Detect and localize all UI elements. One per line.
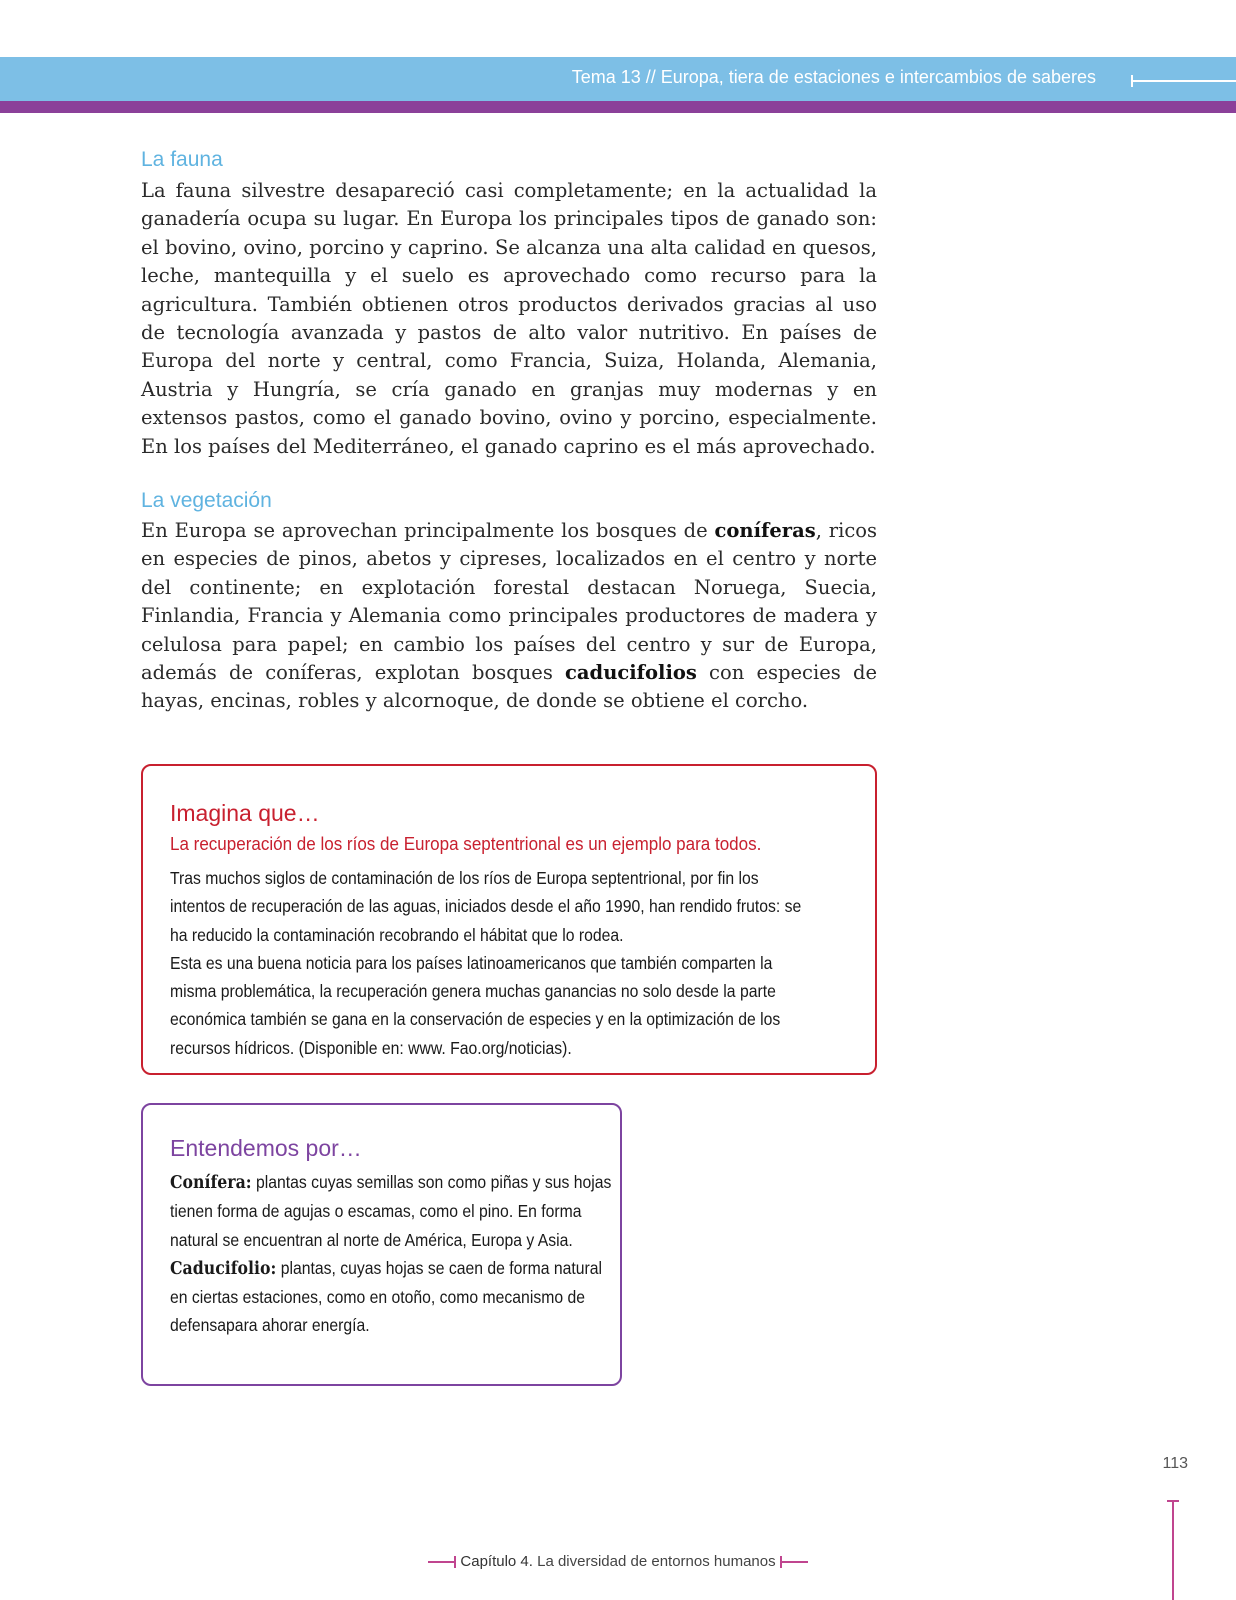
entendemos-text — [170, 1168, 620, 1340]
footer-title: La diversidad de entornos humanos — [532, 1553, 776, 1570]
imagina-paragraph-2: Esta es una buena noticia para los países latinoamericanos que también comparten la misma problemática, la recuperación genera muchas ganancias no solo desde la parte económica también se gana en la conservación de especies y en la optimización de los recursos hídricos. (Disponible en: www. Fao.org/noticias). — [170, 952, 781, 1058]
header-rule-tick — [1131, 75, 1133, 87]
imagina-title: Imagina que… — [170, 800, 320, 826]
term-caducifolios: caducifolios — [565, 661, 697, 685]
header-stripe — [0, 101, 1236, 113]
page-number: 113 — [1162, 1455, 1188, 1472]
definition-caducifolio — [170, 1254, 620, 1340]
term-caducifolio: Caducifolio: — [170, 1258, 277, 1279]
definition-conifera-text: plantas cuyas semillas son como piñas y sus hojas tienen forma de agujas o escamas, como el pino. En forma natural se encuentran al norte de América, Europa y Asia. — [170, 1172, 612, 1250]
vegetacion-text-1: En Europa se aprovechan principalmente los bosques de — [141, 519, 715, 542]
imagina-paragraph-1: Tras muchos siglos de contaminación de los ríos de Europa septentrional, por fin los intentos de recuperación de las aguas, iniciados desde el año 1990, han rendido frutos: se ha reducido la contaminación recobrando el hábitat que lo rodea. — [170, 868, 802, 945]
header-title: Tema 13 // Europa, tiera de estaciones e intercambios de saberes — [571, 67, 1096, 87]
entendemos-box — [141, 1103, 622, 1386]
header-rule — [1131, 80, 1236, 82]
footer-chapter: Capítulo 4. — [460, 1553, 533, 1570]
side-line — [1172, 1500, 1174, 1600]
fauna-heading: La fauna — [141, 148, 223, 171]
imagina-subtitle: La recuperación de los ríos de Europa septentrional es un ejemplo para todos. — [170, 833, 762, 854]
term-conifera: Conífera: — [170, 1173, 252, 1193]
vegetacion-heading: La vegetación — [141, 489, 272, 512]
definition-caducifolio-text: plantas, cuyas hojas se caen de forma natural en ciertas estaciones, como en otoño, como mecanismo de defensapara ahorar energía. — [170, 1257, 603, 1336]
footer — [0, 1553, 1236, 1570]
fauna-paragraph: La fauna silvestre desapareció casi completamente; en la actualidad la ganadería ocupa su lugar. En Europa los principales tipos de ganado son: el bovino, ovino, porcino y caprino. Se alcanza una alta calidad en quesos, leche, mantequilla y el suelo es aprovechado como recurso para la agricultura. También obtienen otros productos derivados gracias al uso de tecnología avanzada y pastos de alto valor nutritivo. En países de Europa del norte y central, como Francia, Suiza, Holanda, Alemania, Austria y Hungría, se cría ganado en granjas muy modernas y en extensos pastos, como el ganado bovino, ovino y porcino, especialmente. En los países del Mediterráneo, el ganado caprino es el más aprovechado. — [141, 179, 877, 458]
entendemos-title: Entendemos por… — [170, 1135, 362, 1161]
footer-dash-right — [780, 1561, 808, 1563]
imagina-box — [141, 764, 877, 1075]
footer-dash-left — [428, 1561, 456, 1563]
vegetacion-text-2: , ricos en especies de pinos, abetos y cipreses, localizados en el centro y norte del continente; en explotación forestal destacan Noruega, Suecia, Finlandia, Francia y Alemania como principales productores de madera y celulosa para papel; en cambio los países del centro y sur de Europa, además de coníferas, explotan bosques — [141, 519, 877, 685]
term-coniferas: coníferas — [714, 519, 816, 542]
definition-conifera — [170, 1168, 620, 1254]
vegetacion-text-3: con especies de hayas, encinas, robles y alcornoque, de donde se obtiene el corcho. — [141, 661, 877, 713]
imagina-text — [170, 864, 818, 1062]
vegetacion-paragraph — [141, 517, 877, 716]
